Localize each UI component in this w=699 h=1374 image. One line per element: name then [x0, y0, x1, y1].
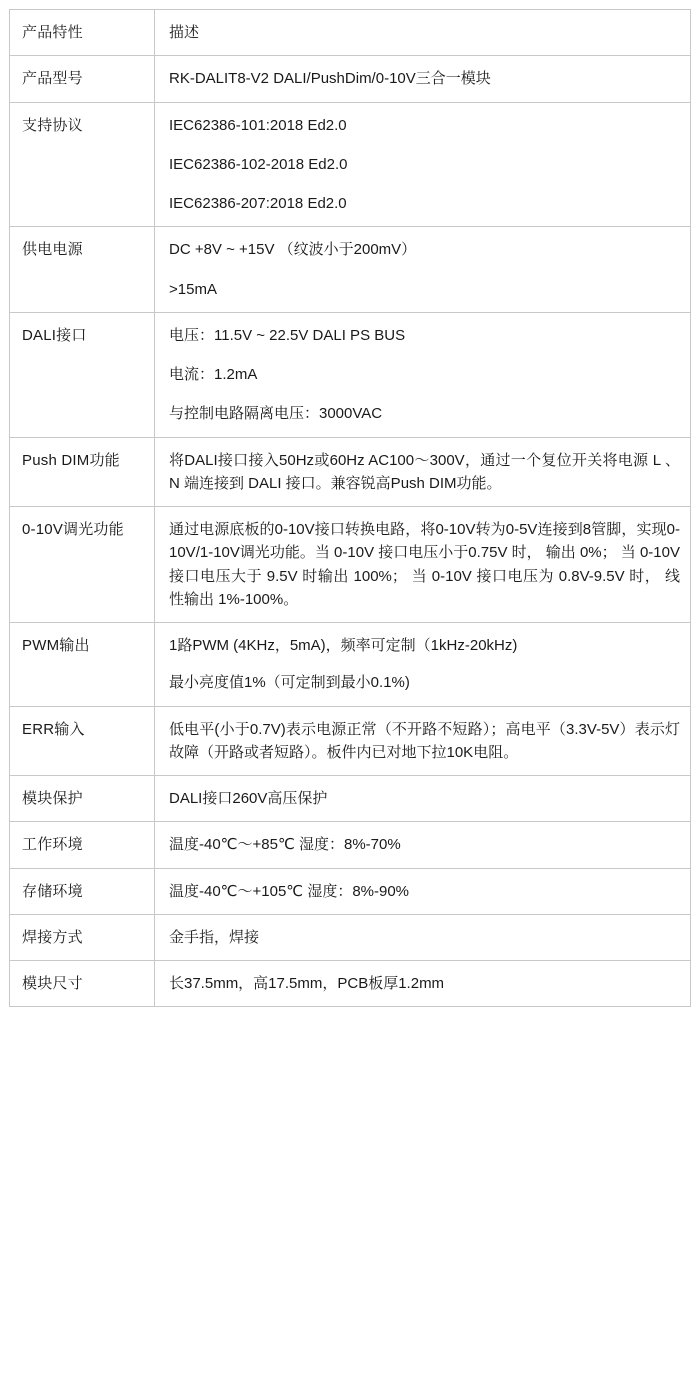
desc-line: 温度-40℃～+105℃ 湿度：8%-90%	[169, 882, 410, 900]
table-row	[10, 868, 691, 914]
desc-line: 电流：1.2mA	[169, 366, 258, 383]
table-row	[10, 507, 691, 623]
row-feature: 0-10V调光功能	[10, 507, 155, 623]
desc-line: IEC62386-102-2018 Ed2.0	[169, 155, 348, 173]
desc-line: 将DALI接口接入50Hz或60Hz AC100～300V，通过一个复位开关将电源 L 、 N 端连接到 DALI 接口。兼容锐高Push DIM功能。	[169, 451, 680, 492]
desc-line: 金手指，焊接	[169, 928, 260, 946]
table-row	[10, 961, 691, 1007]
row-description	[155, 507, 691, 623]
table-row	[10, 822, 691, 868]
product-spec-table	[9, 9, 691, 1007]
table-row	[10, 227, 691, 313]
desc-line: 长37.5mm，高17.5mm，PCB板厚1.2mm	[169, 975, 445, 992]
desc-line: 电压：11.5V ~ 22.5V DALI PS BUS	[169, 326, 406, 344]
row-description	[155, 56, 691, 102]
desc-line: RK-DALIT8-V2 DALI/PushDim/0-10V三合一模块	[169, 70, 491, 88]
header-description: 描述	[155, 10, 691, 56]
table-row	[10, 776, 691, 822]
row-description	[155, 706, 691, 776]
desc-line: 最小亮度值1%（可定制到最小0.1%)	[169, 674, 410, 692]
table-row	[10, 312, 691, 437]
row-description	[155, 102, 691, 227]
row-description	[155, 961, 691, 1007]
desc-line: IEC62386-207:2018 Ed2.0	[169, 195, 347, 212]
desc-line: DALI接口260V高压保护	[169, 790, 328, 807]
row-description	[155, 437, 691, 507]
desc-line: 温度-40℃～+85℃ 湿度：8%-70%	[169, 836, 401, 854]
row-feature: 工作环境	[10, 822, 155, 868]
row-feature: 模块保护	[10, 776, 155, 822]
row-feature: 模块尺寸	[10, 961, 155, 1007]
row-description	[155, 914, 691, 960]
table-header-row	[10, 10, 691, 56]
row-description	[155, 822, 691, 868]
desc-line: 1路PWM (4KHz，5mA)，频率可定制（1kHz-20kHz)	[169, 637, 518, 654]
row-feature: 支持协议	[10, 102, 155, 227]
desc-line: 低电平(小于0.7V)表示电源正常（不开路不短路）；高电平（3.3V-5V）表示灯故障（开路或者短路）。板件内已对地下拉10K电阻。	[169, 720, 680, 761]
table-row	[10, 102, 691, 227]
row-feature: 供电电源	[10, 227, 155, 313]
table-row	[10, 623, 691, 707]
table-row	[10, 437, 691, 507]
table-row	[10, 706, 691, 776]
row-description	[155, 623, 691, 707]
row-description	[155, 312, 691, 437]
row-feature: ERR输入	[10, 706, 155, 776]
row-feature: Push DIM功能	[10, 437, 155, 507]
desc-line: DC +8V ~ +15V （纹波小于200mV）	[169, 241, 417, 259]
row-description	[155, 868, 691, 914]
row-feature: PWM输出	[10, 623, 155, 707]
table-row	[10, 914, 691, 960]
header-feature: 产品特性	[10, 10, 155, 56]
row-feature: 产品型号	[10, 56, 155, 102]
row-feature: 焊接方式	[10, 914, 155, 960]
desc-line: 通过电源底板的0-10V接口转换电路，将0-10V转为0-5V连接到8管脚，实现0-10V/1-10V调光功能。当 0-10V 接口电压小于0.75V 时， 输出 0%； 当 0-10V 接口电压大于 9.5V 时输出 100%； 当 0-10V 接口电压为 0.8V-9.5V 时， 线性输出 1%-100%。	[169, 521, 680, 608]
desc-line: IEC62386-101:2018 Ed2.0	[169, 116, 347, 134]
desc-line: 与控制电路隔离电压：3000VAC	[169, 405, 383, 423]
row-feature: 存储环境	[10, 868, 155, 914]
table-row	[10, 56, 691, 102]
row-feature: DALI接口	[10, 312, 155, 437]
desc-line: >15mA	[169, 280, 217, 298]
row-description	[155, 227, 691, 313]
row-description	[155, 776, 691, 822]
